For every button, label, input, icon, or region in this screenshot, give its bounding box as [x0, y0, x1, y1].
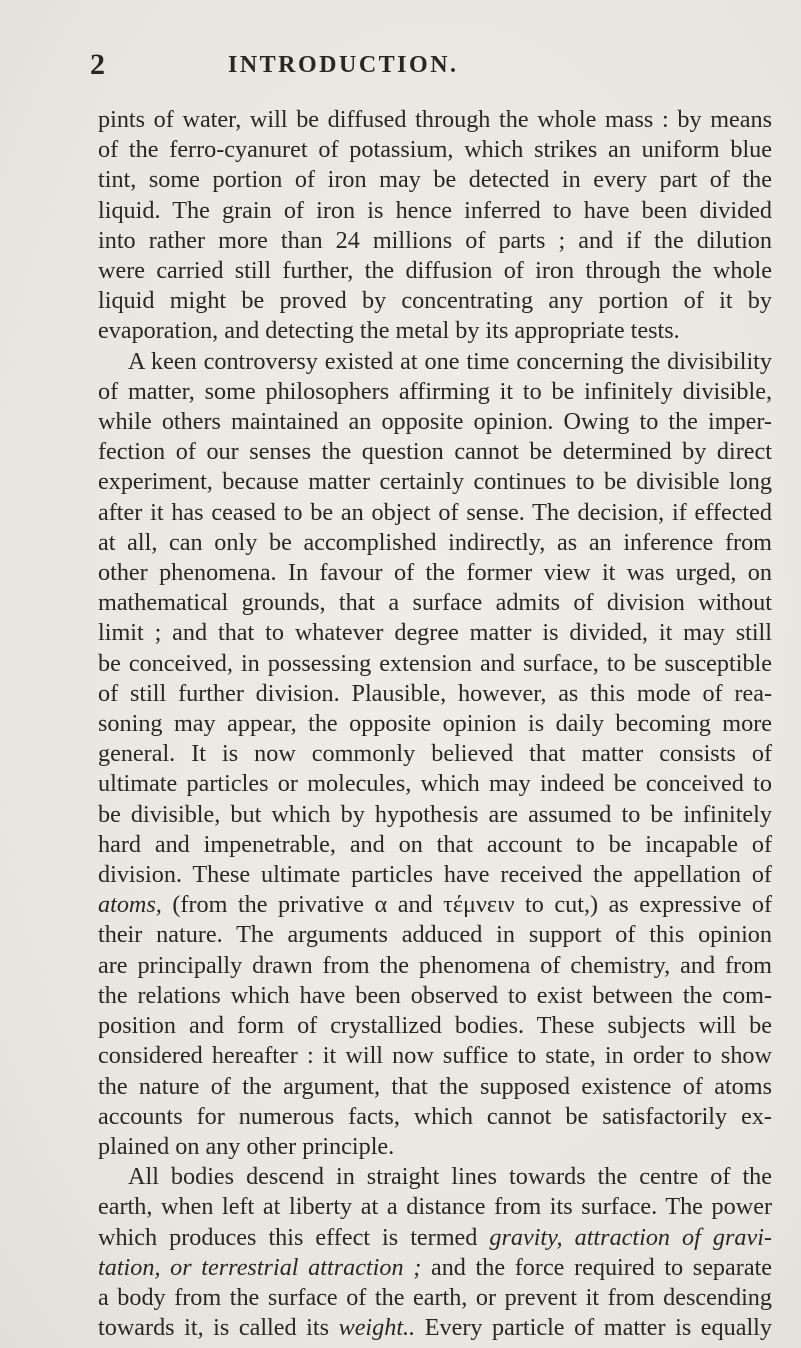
text-line: while others maintained an opposite opinion. Owing to the imper-: [98, 408, 772, 436]
body-text: [98, 105, 772, 1343]
text-fragment: which produces this effect is termed: [98, 1223, 490, 1251]
text-line: ultimate particles or molecules, which may indeed be conceived to: [98, 770, 772, 798]
italic-term: gravity, attraction of gravi-: [489, 1223, 772, 1251]
text-line: soning may appear, the opposite opinion is daily becoming more: [98, 710, 772, 738]
text-fragment: towards it, is called its: [98, 1314, 339, 1342]
text-fragment: and the force required to separate: [421, 1253, 773, 1281]
text-line: earth, when left at liberty at a distance from its surface. The power: [98, 1193, 772, 1221]
text-line: of matter, some philosophers affirming it to be infinitely divisible,: [98, 377, 772, 405]
text-line: evaporation, and detecting the metal by its appropriate tests.: [98, 317, 680, 345]
text-line: mathematical grounds, that a surface admits of division without: [98, 589, 772, 617]
text-line: A keen controversy existed at one time concerning the divisibility: [128, 347, 772, 375]
running-title: INTRODUCTION.: [228, 52, 459, 78]
italic-term: weight..: [338, 1314, 416, 1342]
paragraph-1: [98, 105, 772, 347]
text-line: All bodies descend in straight lines towards the centre of the: [128, 1163, 772, 1191]
page-number: 2: [90, 48, 105, 81]
text-line: are principally drawn from the phenomena of chemistry, and from: [98, 951, 772, 979]
text-line: fection of our senses the question cannot be determined by direct: [98, 438, 772, 466]
text-line: of still further division. Plausible, however, as this mode of rea-: [98, 679, 772, 707]
text-line: of the ferro-cyanuret of potassium, which strikes an uniform blue: [98, 136, 772, 164]
italic-term: tation, or terrestrial attraction ;: [98, 1253, 422, 1281]
text-line: experiment, because matter certainly continues to be divisible long: [98, 468, 772, 496]
text-line: be conceived, in possessing extension and surface, to be susceptible: [98, 649, 772, 677]
text-line: the nature of the argument, that the supposed existence of atoms: [98, 1072, 772, 1100]
paragraph-3: [98, 1162, 772, 1343]
text-line: position and form of crystallized bodies. These subjects will be: [98, 1012, 772, 1040]
text-line: be divisible, but which by hypothesis are assumed to be infinitely: [98, 800, 772, 828]
text-line: were carried still further, the diffusion of iron through the whole: [98, 257, 772, 285]
running-head: [90, 48, 770, 88]
text-line: division. These ultimate particles have received the appellation of: [98, 861, 772, 889]
text-fragment: Every particle of matter is equally: [415, 1314, 772, 1342]
paragraph-2: [98, 347, 772, 1162]
text-line: tint, some portion of iron may be detected in every part of the: [98, 166, 772, 194]
text-line: after it has ceased to be an object of sense. The decision, if effected: [98, 498, 772, 526]
text-line: liquid might be proved by concentrating any portion of it by: [98, 287, 772, 315]
text-line: other phenomena. In favour of the former view it was urged, on: [98, 559, 772, 587]
text-line: plained on any other principle.: [98, 1132, 395, 1160]
text-line: considered hereafter : it will now suffice to state, in order to show: [98, 1042, 772, 1070]
text-line: pints of water, will be diffused through the whole mass : by means: [98, 106, 772, 133]
text-line: liquid. The grain of iron is hence inferred to have been divided: [98, 196, 772, 224]
text-line: a body from the surface of the earth, or prevent it from descending: [98, 1283, 772, 1311]
text-line: their nature. The arguments adduced in support of this opinion: [98, 921, 772, 949]
text-line: at all, can only be accomplished indirectly, as an inference from: [98, 528, 772, 556]
text-fragment: (from the privative α and τέμνειν to cut,) as expressive of: [161, 891, 772, 919]
text-line: the relations which have been observed to exist between the com-: [98, 981, 772, 1009]
text-line: into rather more than 24 millions of parts ; and if the dilution: [98, 226, 772, 254]
text-line-weight: [98, 1313, 772, 1343]
text-line-atoms: [98, 890, 772, 920]
italic-term: atoms,: [98, 891, 162, 919]
text-line-gravity: [98, 1223, 772, 1253]
text-line: hard and impenetrable, and on that account to be incapable of: [98, 830, 772, 858]
text-line: general. It is now commonly believed that matter consists of: [98, 740, 772, 768]
text-line: accounts for numerous facts, which cannot be satisfactorily ex-: [98, 1102, 772, 1130]
text-line-tation: [98, 1253, 772, 1283]
text-line: limit ; and that to whatever degree matter is divided, it may still: [98, 619, 772, 647]
